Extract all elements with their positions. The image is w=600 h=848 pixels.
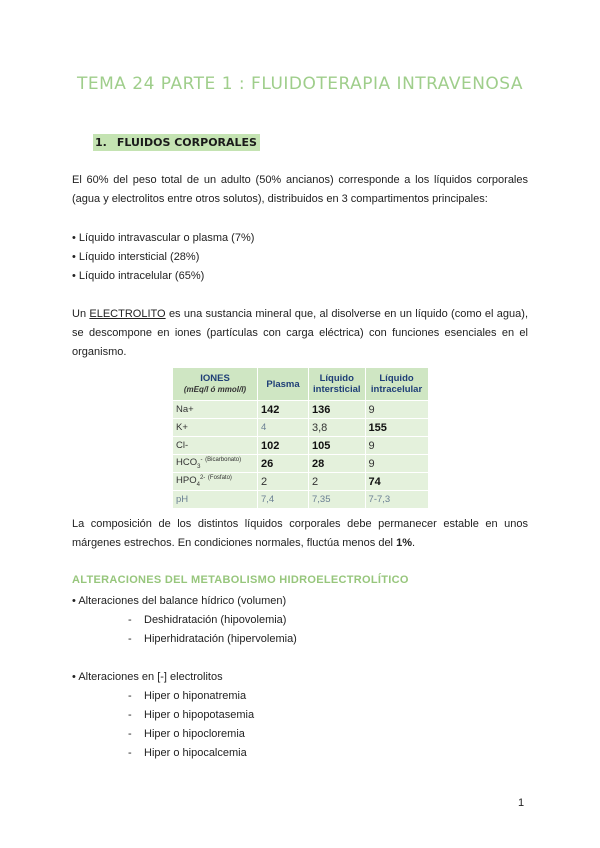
header-intracellular-2: intracelular (370, 384, 423, 395)
table-header-row (173, 368, 429, 401)
list-item: • Líquido intracelular (65%) (72, 267, 254, 286)
plasma-cell: 7,4 (258, 491, 309, 509)
header-interstitial-2: intersticial (313, 384, 361, 395)
plasma-cell: 2 (258, 473, 309, 491)
list-item: - Hiper o hipopotasemia (128, 709, 255, 721)
list-item: • Líquido intersticial (28%) (72, 248, 254, 267)
header-ions: IONES (200, 373, 230, 384)
page-number: 1 (518, 797, 525, 809)
ion-cell: Cl- (173, 437, 258, 455)
electrolyte-post: es una sustancia mineral que, al disolverse en un líquido (como el agua), se descompone en iones (partículas con carga eléctrica) con funciones esenciales en el organismo. (72, 308, 528, 358)
electrolyte-paragraph (72, 305, 528, 362)
interstitial-cell: 3,8 (309, 419, 366, 437)
ion-cell: pH (173, 491, 258, 509)
plasma-cell: 26 (258, 455, 309, 473)
alterations-group-1: • Alteraciones del balance hídrico (volumen) (72, 595, 287, 607)
alterations-heading: ALTERACIONES DEL METABOLISMO HIDROELECTROLÍTICO (72, 574, 409, 586)
composition-paragraph: La composición de los distintos líquidos corporales debe permanecer estable en unos márgenes estrechos. En condiciones normales, fluctúa menos del 1%. (72, 518, 528, 549)
alterations-group-2: • Alteraciones en [-] electrolitos (72, 671, 223, 683)
list-item: - Hiperhidratación (hipervolemia) (128, 633, 297, 645)
intracellular-cell: 74 (365, 473, 428, 491)
compartment-list (72, 229, 254, 286)
table-row (173, 419, 429, 437)
section-number: 1. (95, 136, 107, 149)
electrolyte-pre: Un (72, 308, 87, 320)
table-row (173, 401, 429, 419)
intracellular-cell: 155 (365, 419, 428, 437)
header-interstitial-1: Líquido (319, 373, 354, 384)
intro-paragraph: El 60% del peso total de un adulto (50% ancianos) corresponde a los líquidos corporales (agua y electrolitos entre otros solutos), distribuidos en 3 compartimentos principales: (72, 174, 528, 205)
section-heading-fluidos (93, 136, 260, 154)
table-row (173, 491, 429, 509)
plasma-cell: 4 (258, 419, 309, 437)
plasma-cell: 102 (258, 437, 309, 455)
ion-cell: K+ (173, 419, 258, 437)
list-item: - Hiper o hipocalcemia (128, 747, 247, 759)
list-item: - Hiper o hiponatremia (128, 690, 247, 702)
interstitial-cell: 136 (309, 401, 366, 419)
header-plasma: Plasma (258, 368, 309, 401)
table-row (173, 455, 429, 473)
intracellular-cell: 9 (365, 437, 428, 455)
header-units: (mEq/l ó mmol/l) (183, 385, 247, 394)
intracellular-cell: 7-7,3 (365, 491, 428, 509)
header-intracellular-1: Líquido (379, 373, 414, 384)
interstitial-cell: 28 (309, 455, 366, 473)
list-item: • Líquido intravascular o plasma (7%) (72, 229, 254, 248)
ion-table (172, 367, 429, 509)
intracellular-cell: 9 (365, 455, 428, 473)
interstitial-cell: 2 (309, 473, 366, 491)
table-row (173, 473, 429, 491)
intracellular-cell: 9 (365, 401, 428, 419)
list-item: - Hiper o hipocloremia (128, 728, 245, 740)
electrolyte-term: ELECTROLITO (89, 308, 166, 320)
ion-cell: $HCO_3^-$ $^{(Bicarbonato)}$ (173, 455, 258, 473)
ion-cell: Na+ (173, 401, 258, 419)
page-title: TEMA 24 PARTE 1 : FLUIDOTERAPIA INTRAVENOSA (76, 74, 524, 94)
interstitial-cell: 105 (309, 437, 366, 455)
list-item: - Deshidratación (hipovolemia) (128, 614, 287, 626)
interstitial-cell: 7,35 (309, 491, 366, 509)
composition-pct: 1% (396, 537, 412, 549)
table-row (173, 437, 429, 455)
section-label: FLUIDOS CORPORALES (116, 136, 257, 149)
plasma-cell: 142 (258, 401, 309, 419)
ion-cell: $HPO_4^{2-}$ $^{(Fosfato)}$ (173, 473, 258, 491)
